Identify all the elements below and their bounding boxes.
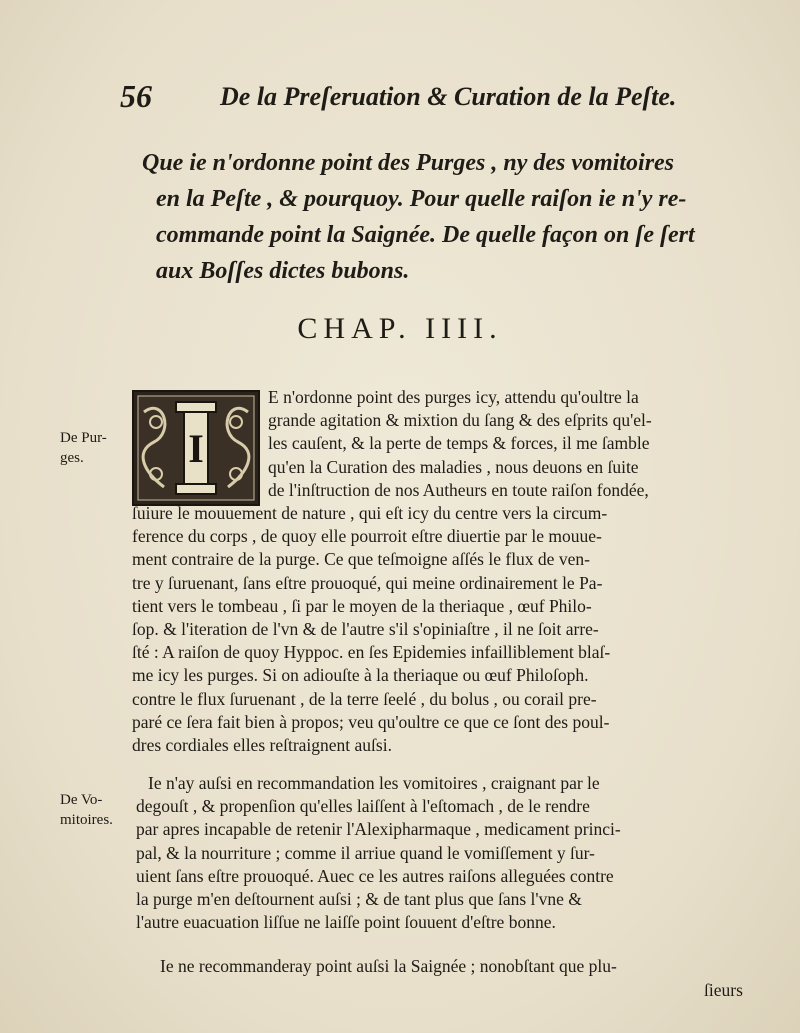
text-line: ſuiure le mouuement de nature , qui eſt icy du centre vers la circum- — [132, 503, 608, 523]
text-line: E n'ordonne point des purges icy, attendu qu'oultre la — [268, 387, 639, 407]
text-line: de l'inſtruction de nos Autheurs en toute raiſon fondée, — [268, 479, 649, 500]
margin-note-purges — [60, 428, 107, 468]
text-line: ment contraire de la purge. Ce que teſmoigne aſſés le flux de ven- — [132, 549, 590, 570]
chapter-summary — [142, 145, 762, 289]
text-line: ference du corps , de quoy elle pourroit eſtre diuertie par le mouue- — [132, 526, 602, 547]
page-number: 56 — [120, 78, 152, 114]
svg-text:I: I — [188, 426, 204, 471]
summary-line: Que ie n'ordonne point des Purges , ny des vomitoires — [142, 150, 675, 176]
paragraph-3 — [160, 955, 752, 978]
text-line: l'autre euacuation liſſue ne laiſſe point ſouuent d'eſtre bonne. — [136, 912, 556, 933]
text-line: Ie n'ay auſsi en recommandation les vomitoires , craignant par le — [148, 773, 600, 793]
paragraph-2 — [136, 772, 752, 934]
text-line: tient vers le tombeau , ſi par le moyen de la theriaque , œuf Philo- — [132, 595, 592, 616]
summary-line: aux Boſſes dictes bubons. — [156, 258, 410, 284]
page-header — [120, 78, 760, 118]
text-line: Ie ne recommanderay point auſsi la Saignée ; nonobſtant que plu- — [160, 956, 617, 976]
summary-line: commande point la Saignée. De quelle façon on ſe ſert — [156, 222, 695, 248]
running-title: De la Preſeruation & Curation de la Peſte. — [220, 82, 677, 111]
text-line: tre y ſuruenant, ſans eſtre prouoqué, qui meine ordinairement le Pa- — [132, 572, 603, 593]
text-line: dres cordiales elles reſtraignent auſsi. — [132, 735, 392, 756]
text-line: la purge m'en deſtournent auſsi ; & de tant plus que ſans l'vne & — [136, 889, 582, 910]
text-line: paré ce ſera fait bien à propos; veu qu'oultre ce que ce ſont des poul- — [132, 711, 610, 732]
paragraph-1-opening — [268, 386, 758, 502]
text-line: ſté : A raiſon de quoy Hyppoc. en ſes Epidemies infailliblement blaſ- — [132, 642, 611, 663]
text-line: degouſt , & propenſion qu'elles laiſſent à l'eſtomach , de le rendre — [136, 796, 590, 817]
margin-note-line: De Pur- — [60, 430, 107, 446]
text-line: uient ſans eſtre prouoqué. Auec ce les autres raiſons alleguées contre — [136, 865, 614, 886]
text-line: par apres incapable de retenir l'Alexipharmaque , medicament princi- — [136, 819, 621, 840]
chapter-heading: CHAP. IIII. — [297, 312, 503, 345]
margin-note-line: mitoires. — [60, 812, 113, 828]
text-line: contre le flux ſuruenant , de la terre ſeelé , du bolus , ou corail pre- — [132, 688, 597, 709]
text-line: ſop. & l'iteration de l'vn & de l'autre s'il s'opiniaſtre , il ne ſoit arre- — [132, 619, 599, 640]
text-line: les cauſent, & la perte de temps & forces, il me ſamble — [268, 433, 650, 454]
paragraph-1-continuation — [132, 502, 758, 757]
text-line: pal, & la nourriture ; comme il arriue quand le vomiſſement y ſur- — [136, 842, 595, 863]
margin-note-vomitoires — [60, 790, 113, 830]
text-line: me icy les purges. Si on adiouſte à la theriaque ou œuf Philoſoph. — [132, 665, 589, 686]
decorated-initial — [132, 390, 260, 506]
text-line: qu'en la Curation des maladies , nous deuons en ſuite — [268, 456, 639, 477]
summary-line: en la Peſte , & pourquoy. Pour quelle raiſon ie n'y re- — [156, 186, 687, 212]
margin-note-line: De Vo- — [60, 792, 103, 808]
catchword: ſieurs — [704, 980, 743, 1000]
margin-note-line: ges. — [60, 450, 84, 466]
text-line: grande agitation & mixtion du ſang & des eſprits qu'el- — [268, 410, 652, 431]
ornament-icon — [134, 392, 258, 504]
